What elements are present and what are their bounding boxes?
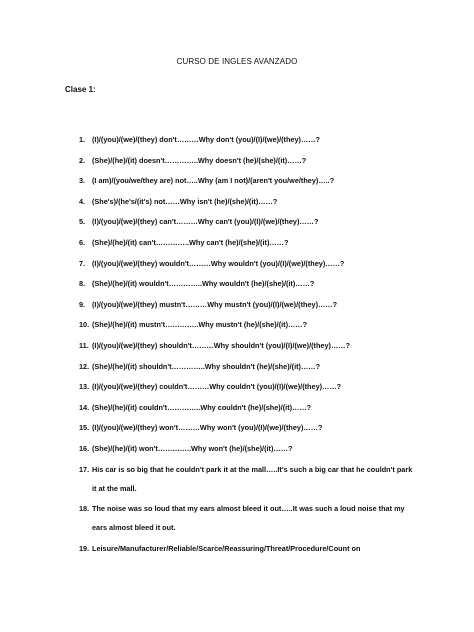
list-item: [70, 171, 415, 190]
document-title: CURSO DE INGLES AVANZADO: [176, 57, 298, 66]
list-item: [70, 315, 415, 334]
item-number: 16.: [79, 443, 90, 453]
item-text: Leisure/Manufacturer/Reliable/Scarce/Reassuring/Threat/Procedure/Count on: [92, 543, 361, 553]
list-item: [70, 377, 415, 396]
item-text: (I)/(you)/(we)/(they) shouldn't………Why shouldn't (you)/(I)/(we)/(they)……?: [92, 340, 351, 350]
list-item: [70, 254, 415, 273]
list-item: [70, 130, 415, 149]
list-item: [70, 439, 415, 458]
item-number: 3.: [79, 176, 86, 186]
item-number: 6.: [79, 237, 86, 247]
item-text: (She)/(he)/(it) doesn't…………..Why doesn't (he)/(she)/(it)……?: [92, 155, 307, 165]
item-number: 19.: [79, 543, 90, 553]
item-text: (She)/(he)/(it) won't…………..Why won't (he)/(she)/(it)……?: [92, 443, 293, 453]
section-heading: Clase 1:: [65, 85, 96, 94]
item-number: 18.: [79, 504, 90, 514]
item-number: 12.: [79, 361, 90, 371]
list-item: [70, 499, 415, 537]
item-text: (She)/(he)/(it) can't…………..Why can't (he)/(she)/(it)……?: [92, 237, 289, 247]
list-item: [70, 274, 415, 293]
item-number: 1.: [79, 135, 86, 144]
list-item: [70, 418, 415, 437]
list-item: [70, 192, 415, 211]
list-item: [70, 151, 415, 170]
item-text: (She's)/(he's/(it's) not……Why isn't (he)/(she)/(it)……?: [92, 196, 278, 206]
item-number: 15.: [79, 423, 90, 433]
item-number: 8.: [79, 279, 86, 289]
item-text: (She)/(he)/(it) couldn't…………..Why couldn't (he)/(she)/(it)……?: [92, 402, 312, 412]
item-text: (I)/(you)/(we)/(they) don't………Why don't (you)/(I)/(we)/(they)……?: [92, 135, 321, 144]
item-number: 13.: [79, 382, 90, 392]
list-item: [70, 212, 415, 231]
item-text: (I)/(you)/(we)/(they) can't………Why can't (you)/(I)/(we)/(they)……?: [92, 217, 319, 227]
item-number: 2.: [79, 155, 86, 165]
exercise-list: [70, 130, 415, 559]
item-text: (She)/(he)/(it) wouldn't…………..Why wouldn't (he)/(she)/(it)……?: [92, 279, 315, 289]
item-text: (I)/(you)/(we)/(they) couldn't………Why couldn't (you)/(I)/(we)/(they)……?: [92, 382, 342, 392]
list-item: [70, 357, 415, 376]
item-number: 17.: [79, 464, 90, 474]
item-text: (She)/(he)/(it) mustn't…………..Why mustn't (he)/(she)/(it)……?: [92, 320, 308, 330]
list-item: [70, 539, 415, 558]
item-text: (I)/(you)/(we)/(they) won't………Why won't (you)/(I)/(we)/(they)……?: [92, 423, 323, 433]
item-text: The noise was so loud that my ears almost bleed it out…..It was such a loud noise that my ears almost bleed it out.: [92, 504, 405, 533]
list-item: [70, 233, 415, 252]
item-text: His car is so big that he couldn't park it at the mall…..It's such a big car that he couldn't park it at the mall.: [92, 464, 413, 493]
item-text: (She)/(he)/(it) shouldn't…………..Why shouldn't (he)/(she)/(it)……?: [92, 361, 321, 371]
list-item: [70, 398, 415, 417]
item-number: 7.: [79, 258, 86, 268]
item-number: 5.: [79, 217, 86, 227]
item-text: (I am)/(you/we/they are) not…..Why (am I not)/(aren't you/we/they)…..?: [92, 176, 335, 186]
item-number: 9.: [79, 299, 86, 309]
item-number: 14.: [79, 402, 90, 412]
list-item: [70, 460, 415, 498]
list-item: [70, 336, 415, 355]
item-text: (I)/(you)/(we)/(they) wouldn't………Why wouldn't (you)/(I)/(we)/(they)……?: [92, 258, 345, 268]
item-number: 4.: [79, 196, 86, 206]
item-number: 10.: [79, 320, 90, 330]
item-number: 11.: [79, 340, 89, 350]
item-text: (I)/(you)/(we)/(they) mustn't………Why mustn't (you)/(I)/(we)/(they)……?: [92, 299, 338, 309]
list-item: [70, 295, 415, 314]
